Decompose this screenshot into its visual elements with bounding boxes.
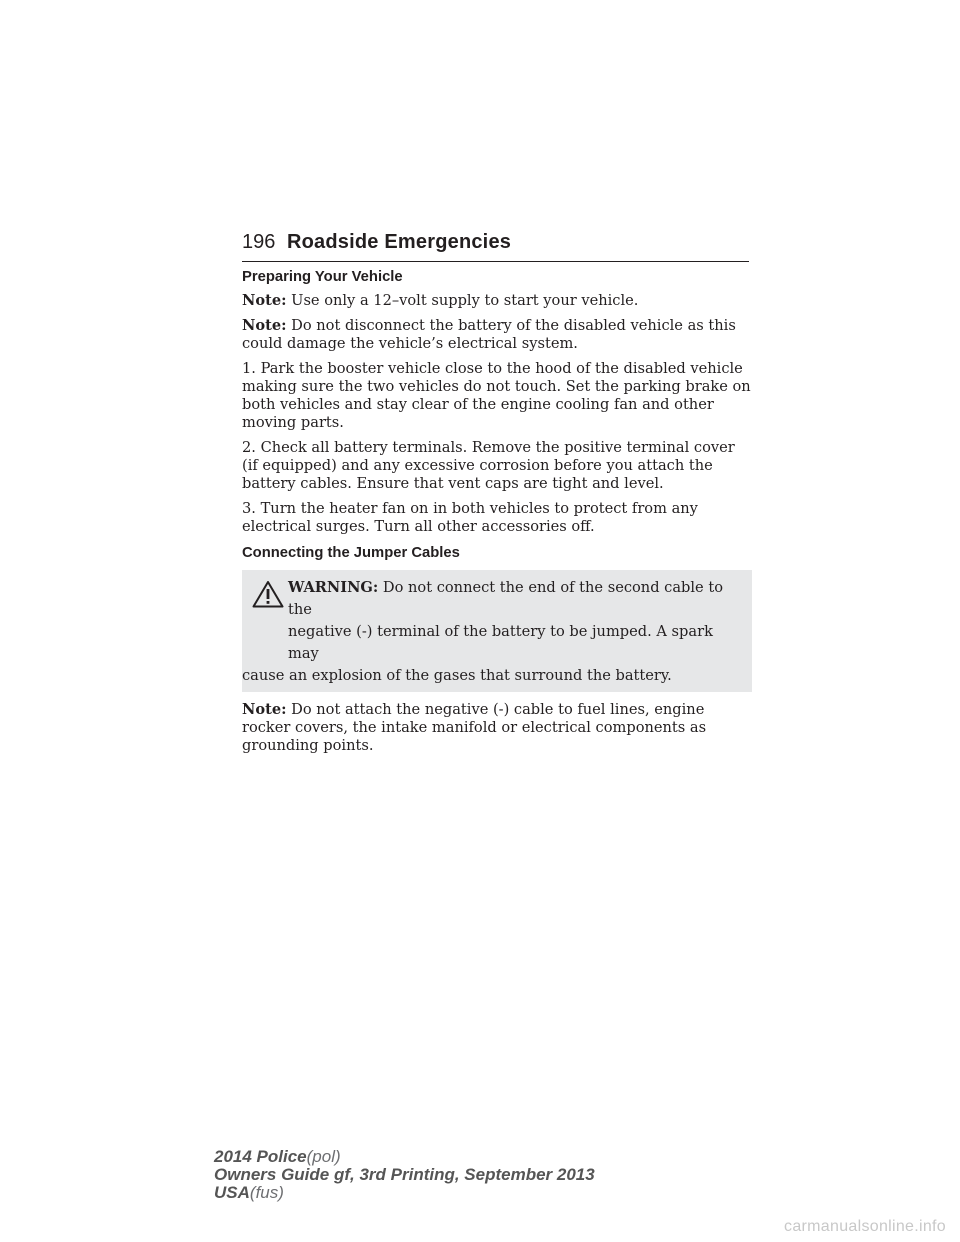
footer-model: 2014 Police (214, 1147, 307, 1166)
step-3: 3. Turn the heater fan on in both vehicles to protect from any electrical surges. Turn all other accessories off. (242, 500, 698, 535)
warning-line-3: cause an explosion of the gases that surround the battery. (242, 667, 672, 684)
footer-market: USA (214, 1183, 250, 1202)
footer-market-code: (fus) (249, 1183, 284, 1202)
watermark: carmanualsonline.info (784, 1218, 946, 1235)
page-number: 196 (242, 231, 276, 253)
step-2: 2. Check all battery terminals. Remove the positive terminal cover (if equipped) and any excessive corrosion before you attach the battery cables. Ensure that vent caps are tight and level. (242, 439, 735, 492)
warning-line-2: negative (-) terminal of the battery to be jumped. A spark may (288, 623, 713, 662)
note-grounding (242, 701, 752, 755)
step-1: 1. Park the booster vehicle close to the hood of the disabled vehicle making sure the two vehicles do not touch. Set the parking brake on both vehicles and stay clear of the engine cooling fan and other moving parts. (242, 360, 751, 431)
connecting-heading: Connecting the Jumper Cables (242, 545, 460, 561)
page-header (242, 231, 749, 262)
footer-printing: Owners Guide gf, 3rd Printing, September 2013 (214, 1165, 595, 1184)
footer-line-2 (214, 1166, 595, 1184)
footer-line-1 (214, 1148, 595, 1166)
note-label: Note: (242, 701, 287, 718)
note-label: Note: (242, 317, 287, 334)
warning-triangle-icon (252, 580, 284, 608)
page-body (242, 268, 752, 762)
note-text: Do not disconnect the battery of the disabled vehicle as this could damage the vehicle’s electrical system. (242, 317, 736, 352)
warning-label: WARNING: (288, 579, 379, 596)
footer-model-code: (pol) (306, 1147, 341, 1166)
note-label: Note: (242, 292, 287, 309)
warning-line-1: Do not connect the end of the second cable to the (288, 579, 723, 618)
footer-line-3 (214, 1184, 595, 1202)
note-text: Use only a 12–volt supply to start your vehicle. (291, 292, 639, 309)
warning-text-top (288, 577, 748, 665)
note-12-volt (242, 292, 752, 310)
note-disconnect (242, 317, 752, 353)
page-footer (214, 1148, 595, 1202)
warning-box (242, 570, 752, 692)
note-text: Do not attach the negative (-) cable to fuel lines, engine rocker covers, the intake manifold or electrical components as grounding points. (242, 701, 707, 754)
section-title: Roadside Emergencies (287, 231, 512, 253)
preparing-heading: Preparing Your Vehicle (242, 269, 403, 285)
